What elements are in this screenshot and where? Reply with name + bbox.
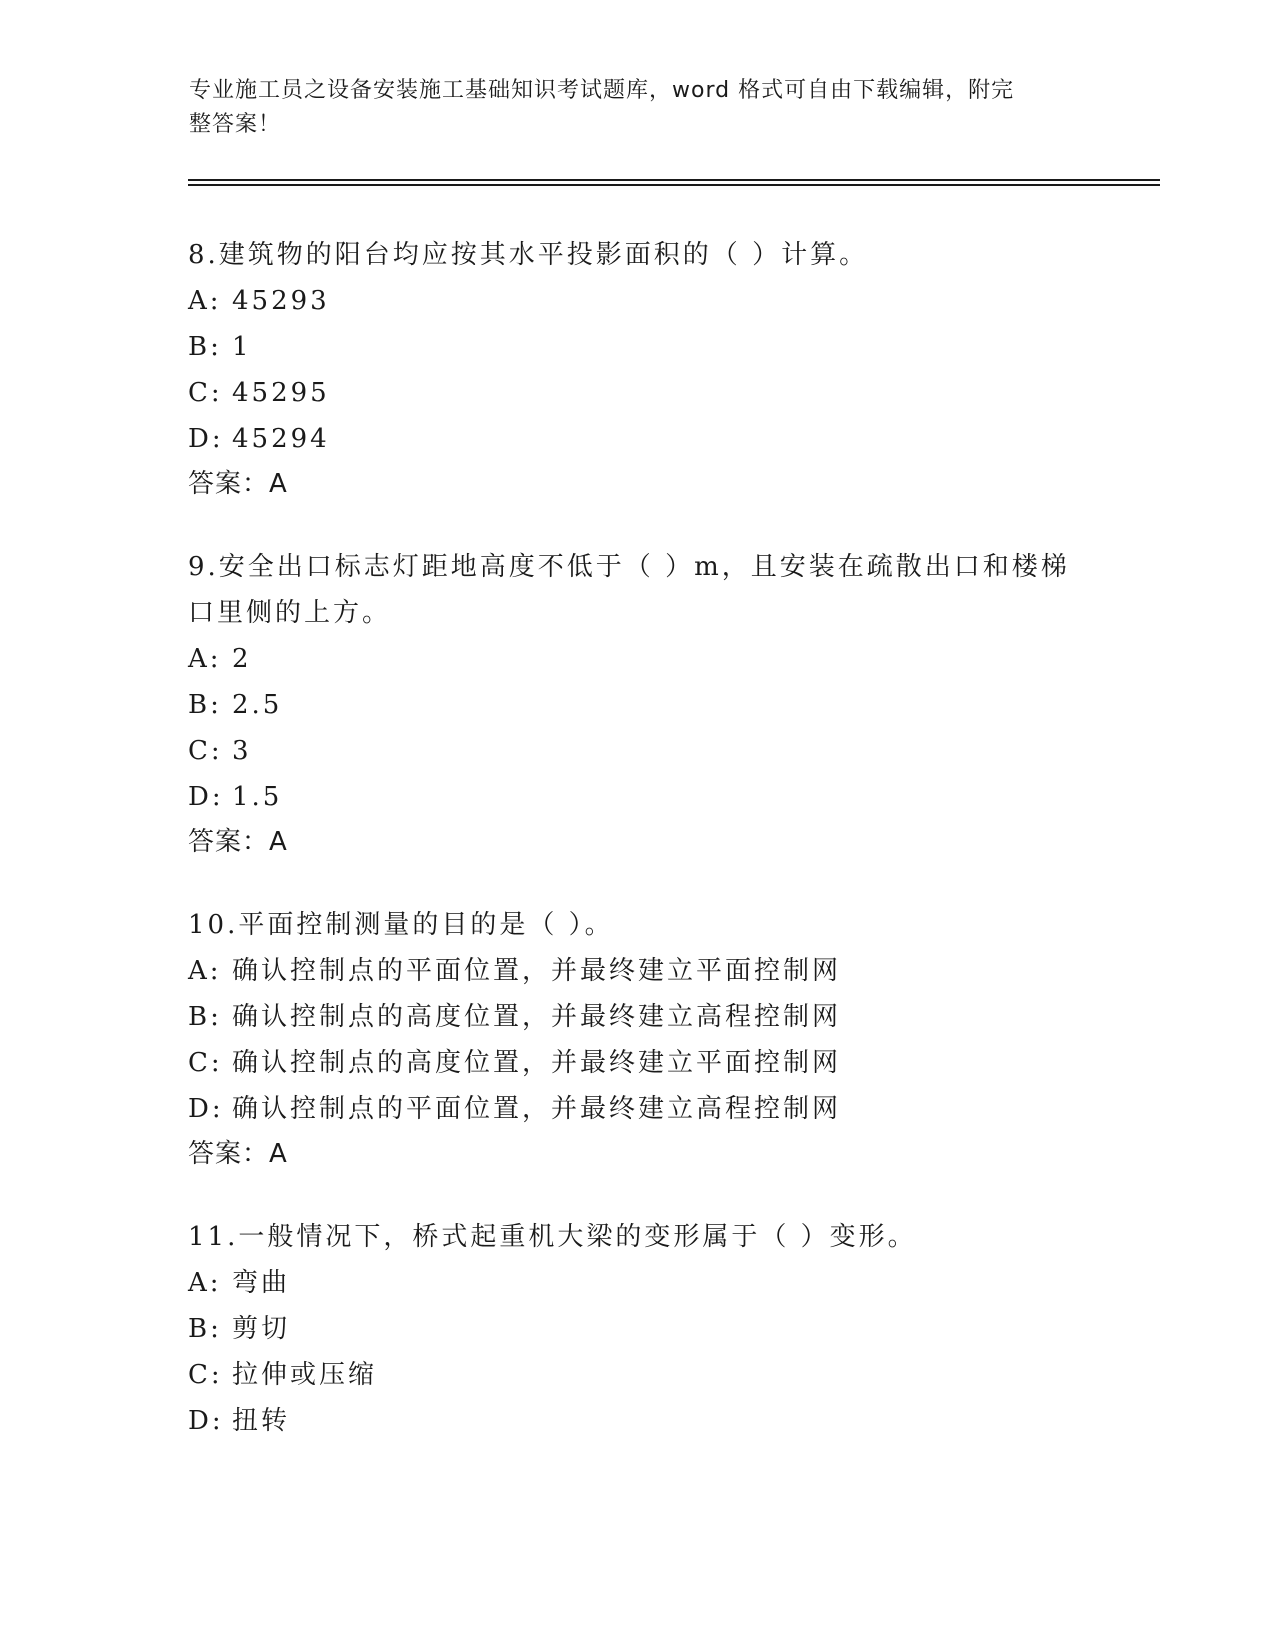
- question-10: [188, 902, 1148, 1176]
- option-d: [188, 1086, 1148, 1132]
- option-letter: A:: [188, 644, 222, 674]
- option-a: [188, 1260, 1148, 1306]
- option-a: [188, 278, 1148, 324]
- option-letter: C:: [188, 736, 223, 766]
- option-text: 2.5: [232, 690, 283, 720]
- answer-line: 答案：A: [188, 1139, 288, 1169]
- question-stem-continued: 口里侧的上方。: [188, 598, 392, 628]
- option-letter: B:: [188, 1002, 222, 1032]
- option-c: [188, 1352, 1148, 1398]
- option-d: [188, 774, 1148, 820]
- question-11: [188, 1214, 1148, 1444]
- option-text: 确认控制点的平面位置，并最终建立平面控制网: [232, 956, 842, 986]
- option-text: 1.5: [232, 782, 283, 812]
- option-letter: C:: [188, 1048, 223, 1078]
- option-letter: C:: [188, 1360, 223, 1390]
- question-9: [188, 544, 1148, 864]
- option-letter: C:: [188, 378, 223, 408]
- question-stem: 10.平面控制测量的目的是（ ）。: [188, 910, 614, 940]
- option-letter: D:: [188, 1094, 224, 1124]
- option-d: [188, 416, 1148, 462]
- option-text: 弯曲: [232, 1268, 291, 1298]
- option-letter: A:: [188, 286, 222, 316]
- option-letter: B:: [188, 1314, 222, 1344]
- option-a: [188, 636, 1148, 682]
- option-text: 确认控制点的高度位置，并最终建立平面控制网: [232, 1048, 842, 1078]
- option-letter: B:: [188, 690, 222, 720]
- question-stem: 11.一般情况下，桥式起重机大梁的变形属于（ ）变形。: [188, 1222, 917, 1252]
- option-a: [188, 948, 1148, 994]
- option-letter: D:: [188, 424, 224, 454]
- option-text: 45294: [232, 424, 330, 454]
- option-text: 拉伸或压缩: [232, 1360, 378, 1390]
- header-line-1: 专业施工员之设备安装施工基础知识考试题库，word 格式可自由下载编辑，附完: [189, 78, 1015, 103]
- option-c: [188, 370, 1148, 416]
- option-text: 确认控制点的高度位置，并最终建立高程控制网: [232, 1002, 842, 1032]
- option-text: 确认控制点的平面位置，并最终建立高程控制网: [232, 1094, 842, 1124]
- option-text: 3: [232, 736, 252, 766]
- option-b: [188, 994, 1148, 1040]
- option-b: [188, 682, 1148, 728]
- answer-line: 答案：A: [188, 469, 288, 499]
- option-c: [188, 1040, 1148, 1086]
- option-letter: D:: [188, 782, 224, 812]
- question-stem: 8.建筑物的阳台均应按其水平投影面积的（ ）计算。: [188, 240, 869, 270]
- option-c: [188, 728, 1148, 774]
- option-letter: B:: [188, 332, 222, 362]
- option-b: [188, 324, 1148, 370]
- header-divider-top: [188, 179, 1160, 181]
- option-text: 1: [232, 332, 252, 362]
- page-header: [189, 74, 1069, 142]
- option-text: 2: [232, 644, 252, 674]
- question-8: [188, 232, 1148, 506]
- question-stem: 9.安全出口标志灯距地高度不低于（ ）m，且安装在疏散出口和楼梯: [188, 552, 1070, 582]
- option-letter: A:: [188, 956, 222, 986]
- option-text: 扭转: [232, 1406, 291, 1436]
- question-list: [188, 232, 1148, 1482]
- option-b: [188, 1306, 1148, 1352]
- option-text: 45295: [232, 378, 330, 408]
- option-letter: A:: [188, 1268, 222, 1298]
- header-divider-bottom: [188, 184, 1160, 186]
- header-line-2: 整答案！: [189, 112, 282, 137]
- option-text: 45293: [232, 286, 330, 316]
- answer-line: 答案：A: [188, 827, 288, 857]
- option-letter: D:: [188, 1406, 224, 1436]
- option-text: 剪切: [232, 1314, 291, 1344]
- option-d: [188, 1398, 1148, 1444]
